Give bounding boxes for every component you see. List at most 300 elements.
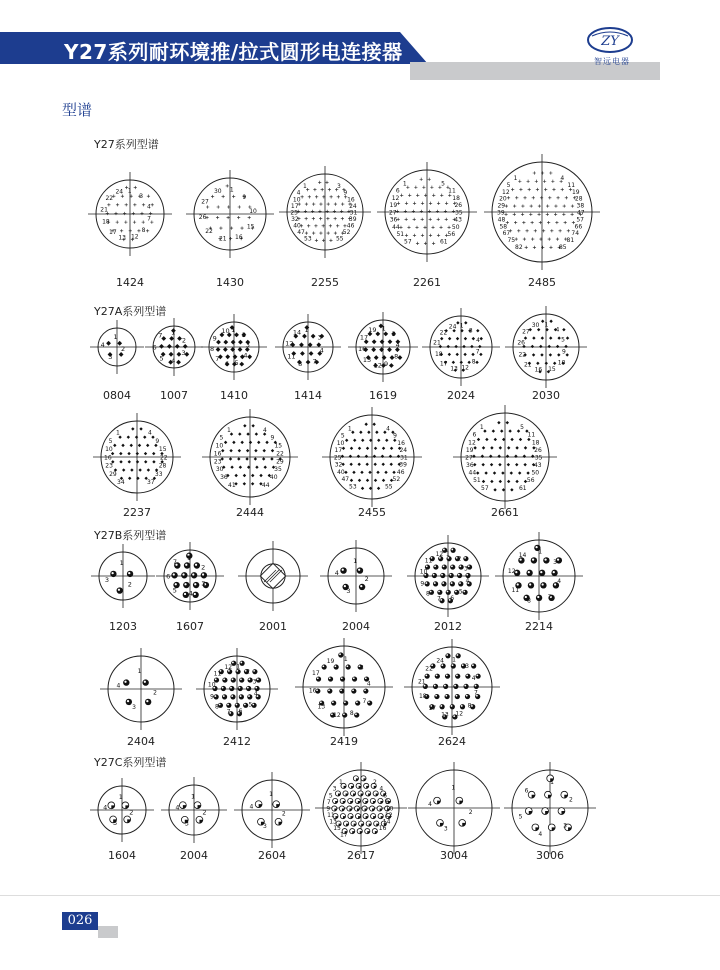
contact-pin — [136, 460, 139, 463]
pin-number-label: 4 — [188, 589, 193, 598]
pin-number-label: 25 — [333, 454, 342, 462]
contact-highlight — [365, 677, 367, 679]
contact-pin — [130, 444, 133, 447]
contact-pin — [341, 217, 344, 220]
contact-pin — [506, 421, 509, 424]
contact-pin — [110, 571, 116, 577]
contact-highlight — [434, 565, 436, 567]
contact-pin — [306, 360, 311, 365]
contact-pin — [500, 429, 503, 432]
contact-highlight — [184, 593, 186, 595]
contact-quadrant — [459, 801, 462, 804]
connector-diagram — [405, 533, 491, 619]
connector-model-code: 2012 — [434, 620, 462, 633]
contact-pin — [497, 421, 500, 424]
pin-number-label: 6 — [472, 431, 477, 439]
contact-pin — [265, 441, 268, 444]
pin-number-label: 13 — [317, 703, 326, 711]
contact-quadrant — [373, 816, 376, 819]
contact-pin — [151, 203, 154, 206]
contact-pin — [507, 446, 510, 449]
contact-pin — [450, 581, 455, 586]
contact-pin — [321, 188, 324, 191]
contact-pin — [226, 184, 229, 187]
contact-pin — [506, 455, 509, 458]
contact-quadrant — [365, 801, 368, 804]
contact-pin — [315, 239, 318, 242]
contact-pin — [432, 573, 437, 578]
contact-quadrant — [127, 819, 130, 822]
contact-pin — [413, 202, 416, 205]
contact-pin — [142, 679, 148, 685]
pin-number-label: 7 — [362, 698, 367, 706]
connector-diagram — [143, 316, 205, 378]
contact-pin — [515, 463, 518, 466]
contact-pin — [556, 196, 559, 199]
contact-quadrant — [380, 801, 383, 804]
pin-number-label: 14 — [382, 818, 391, 826]
contact-pin — [136, 452, 139, 455]
connector-face-svg — [184, 168, 276, 260]
contact-pin — [334, 217, 337, 220]
contact-highlight — [257, 678, 259, 680]
contact-pin — [525, 246, 528, 249]
connector-face-svg — [451, 403, 559, 511]
pin-number-label: 3 — [346, 587, 351, 596]
contact-pin — [304, 210, 307, 213]
contact-pin — [237, 216, 240, 219]
pin-number-label: 26 — [534, 446, 542, 454]
pin-number-label: 50 — [451, 223, 460, 231]
contact-pin — [537, 213, 540, 216]
contact-highlight — [231, 695, 233, 697]
contact-pin — [445, 218, 448, 221]
pin-number-label: 1 — [538, 548, 543, 556]
contact-highlight — [240, 678, 242, 680]
contact-highlight — [537, 596, 539, 598]
contact-pin — [138, 468, 141, 471]
contact-highlight — [450, 574, 452, 576]
contact-pin — [554, 204, 557, 207]
pin-number-label: 10 — [385, 805, 394, 813]
pin-number-label: 74 — [571, 230, 580, 238]
pin-number-label: 17 — [439, 360, 448, 368]
contact-highlight — [252, 704, 254, 706]
contact-highlight — [458, 574, 460, 576]
contact-quadrant — [349, 809, 352, 812]
pin-number-label: 2 — [568, 796, 573, 804]
contact-pin — [444, 210, 447, 213]
contact-highlight — [454, 685, 456, 687]
contact-pin — [206, 205, 209, 208]
contact-highlight — [451, 565, 453, 567]
contact-pin — [571, 204, 574, 207]
contact-pin — [329, 239, 332, 242]
connector-diagram — [402, 637, 502, 737]
connector-diagram — [91, 411, 183, 503]
pin-number-label: 11 — [511, 586, 520, 594]
contact-pin — [471, 663, 476, 668]
contact-pin — [543, 180, 546, 183]
contact-pin — [340, 567, 346, 573]
contact-pin — [387, 347, 392, 352]
contact-pin — [239, 677, 244, 682]
contact-highlight — [358, 569, 360, 571]
contact-pin — [462, 345, 465, 348]
pin-number-label: 10 — [336, 439, 345, 447]
contact-quadrant — [344, 786, 347, 789]
connector-diagram — [406, 760, 502, 856]
contact-highlight — [340, 689, 342, 691]
connector-diagram — [199, 312, 269, 382]
contact-highlight — [364, 689, 366, 691]
contact-pin — [311, 210, 314, 213]
contact-pin — [556, 345, 559, 348]
contact-pin — [377, 487, 380, 490]
pin-number-label: 8 — [467, 702, 472, 710]
contact-pin — [477, 438, 480, 441]
contact-pin — [149, 212, 152, 215]
contact-pin — [340, 676, 345, 681]
pin-number-label: 9 — [242, 193, 247, 201]
contact-pin — [142, 203, 145, 206]
pin-number-label: 3 — [184, 819, 189, 828]
contact-pin — [511, 188, 514, 191]
contact-pin — [246, 686, 251, 691]
contact-highlight — [456, 695, 458, 697]
contact-highlight — [144, 681, 146, 683]
contact-highlight — [227, 704, 229, 706]
contact-highlight — [328, 689, 330, 691]
contact-pin — [526, 570, 532, 576]
contact-quadrant — [358, 801, 361, 804]
contact-pin — [349, 463, 352, 466]
contact-highlight — [515, 571, 517, 573]
contact-pin — [392, 471, 395, 474]
pin-number-label: 7 — [147, 215, 152, 223]
contact-pin — [238, 340, 243, 345]
contact-pin — [264, 466, 267, 469]
pin-number-label: 2 — [457, 555, 462, 563]
pin-number-label: 33 — [154, 470, 163, 478]
contact-pin — [548, 196, 551, 199]
contact-pin — [555, 221, 558, 224]
pin-number-label: 19 — [571, 188, 580, 196]
pin-number-label: 1 — [402, 180, 407, 188]
contact-pin — [382, 447, 385, 450]
pin-number-label: 18 — [531, 439, 540, 447]
contact-pin — [106, 341, 111, 346]
connector-face-svg — [277, 164, 373, 260]
contact-quadrant — [335, 801, 338, 804]
connector-diagram — [277, 164, 373, 260]
contact-pin — [305, 217, 308, 220]
series-title: Y27C系列型谱 — [94, 756, 167, 769]
pin-number-label: 7 — [436, 595, 441, 603]
pin-number-label: 14 — [292, 328, 302, 337]
contact-pin — [456, 337, 459, 340]
contact-pin — [458, 581, 463, 586]
connector-model-code: 2661 — [491, 506, 519, 519]
pin-number-label: 22 — [105, 195, 114, 203]
pin-number-label: 22 — [425, 665, 433, 673]
contact-pin — [355, 700, 360, 705]
contact-quadrant — [111, 805, 114, 808]
contact-quadrant — [380, 809, 383, 812]
contact-pin — [222, 694, 227, 699]
contact-pin — [127, 452, 130, 455]
pin-number-label: 10 — [249, 208, 257, 216]
contact-pin — [541, 171, 544, 174]
contact-highlight — [232, 662, 234, 664]
pin-number-label: 1 — [513, 175, 518, 182]
pin-number-label: 6 — [524, 787, 529, 795]
contact-pin — [374, 479, 377, 482]
contact-pin — [519, 188, 522, 191]
pin-number-label: 30 — [213, 188, 222, 196]
contact-pin — [456, 353, 459, 356]
pin-number-label: 4 — [476, 337, 480, 345]
pin-number-label: 47 — [297, 229, 305, 237]
pin-number-label: 11 — [448, 187, 456, 195]
pin-number-label: 24 — [349, 202, 357, 210]
pin-number-label: 6 — [224, 360, 229, 369]
pin-number-label: 40 — [269, 474, 278, 482]
pin-number-label: 41 — [228, 482, 236, 489]
contact-pin — [113, 444, 116, 447]
contact-pin — [345, 439, 348, 442]
contact-pin — [533, 171, 536, 174]
contact-pin — [145, 699, 151, 705]
contact-pin — [445, 694, 450, 699]
contact-highlight — [223, 678, 225, 680]
contact-pin — [472, 337, 475, 340]
contact-pin — [405, 234, 408, 237]
contact-pin — [443, 684, 448, 689]
contact-pin — [538, 204, 541, 207]
pin-number-label: 51 — [473, 477, 481, 485]
contact-pin — [191, 572, 197, 578]
contact-pin — [546, 204, 549, 207]
contact-pin — [243, 482, 246, 485]
contact-pin — [549, 336, 552, 339]
contact-highlight — [444, 685, 446, 687]
pin-number-label: 34 — [117, 479, 125, 487]
pin-number-label: 32 — [334, 461, 343, 469]
pin-number-label: 3 — [104, 576, 110, 585]
contact-highlight — [192, 573, 194, 575]
contact-pin — [518, 471, 521, 474]
contact-pin — [501, 471, 504, 474]
connector-diagram — [236, 539, 310, 613]
contact-quadrant — [561, 811, 564, 814]
contact-quadrant — [279, 822, 282, 825]
contact-pin — [545, 362, 548, 365]
pin-number-label: 5 — [234, 358, 239, 367]
contact-pin — [229, 449, 232, 452]
pin-number-label: 2 — [281, 810, 286, 818]
pin-number-label: 81 — [566, 237, 575, 245]
contact-pin — [239, 694, 244, 699]
contact-pin — [428, 210, 431, 213]
pin-number-label: 58 — [499, 223, 508, 231]
contact-pin — [123, 212, 126, 215]
pin-number-label: 20 — [499, 195, 507, 203]
contact-pin — [318, 181, 321, 184]
contact-quadrant — [532, 795, 535, 798]
pin-number-label: 8 — [425, 590, 430, 598]
contact-pin — [531, 237, 534, 240]
contact-pin — [565, 196, 568, 199]
pin-number-label: 1 — [236, 663, 241, 671]
pin-number-label: 56 — [526, 477, 535, 485]
contact-pin — [540, 582, 546, 588]
connector-face-svg — [86, 170, 174, 258]
contact-quadrant — [354, 824, 357, 827]
contact-pin — [312, 217, 315, 220]
contact-pin — [243, 474, 246, 477]
pin-number-label: 53 — [304, 235, 312, 243]
connector-model-code: 2030 — [532, 389, 560, 402]
connector-model-code: 2237 — [123, 506, 151, 519]
contact-pin — [350, 479, 353, 482]
pin-number-label: 17 — [334, 447, 343, 455]
pin-number-label: 12 — [373, 361, 382, 370]
contact-pin — [463, 556, 468, 561]
contact-pin — [564, 221, 567, 224]
contact-pin — [325, 181, 328, 184]
connector-diagram — [88, 776, 156, 844]
pin-number-label: 22 — [159, 454, 168, 462]
connector-diagram — [502, 760, 598, 856]
contact-highlight — [253, 670, 255, 672]
contact-pin — [238, 686, 243, 691]
connector-diagram — [451, 403, 559, 511]
contact-pin — [447, 345, 450, 348]
connector-model-code: 1203 — [109, 620, 137, 633]
pin-number-label: 15 — [158, 446, 167, 454]
pin-number-label: 6 — [450, 594, 455, 602]
connector-model-code: 2624 — [438, 735, 466, 748]
contact-pin — [562, 213, 565, 216]
pin-number-label: 23 — [213, 458, 222, 466]
contact-pin — [119, 452, 122, 455]
contact-pin — [550, 229, 553, 232]
pin-number-label: 3 — [181, 349, 186, 358]
connector-face-svg — [493, 530, 585, 622]
pin-number-label: 3 — [108, 353, 113, 362]
contact-quadrant — [462, 823, 465, 826]
connector-diagram — [154, 540, 226, 612]
contact-pin — [120, 229, 123, 232]
contact-pin — [192, 592, 198, 598]
contact-pin — [515, 480, 518, 483]
connector-model-code: 1604 — [108, 849, 136, 862]
pin-number-label: 4 — [103, 803, 108, 812]
pin-number-label: 10 — [215, 442, 224, 450]
pin-number-label: 7 — [474, 689, 478, 697]
pin-number-label: 3 — [252, 678, 257, 686]
contact-pin — [219, 227, 222, 230]
contact-pin — [376, 471, 379, 474]
pin-number-label: 5 — [441, 180, 445, 188]
pin-number-label: 12 — [384, 811, 393, 819]
contact-pin — [240, 227, 243, 230]
contact-pin — [476, 674, 481, 679]
contact-pin — [201, 572, 207, 578]
contact-pin — [229, 237, 232, 240]
pin-number-label: 22 — [205, 228, 213, 236]
contact-highlight — [462, 664, 464, 666]
contact-pin — [169, 336, 174, 341]
contact-highlight — [529, 583, 531, 585]
contact-pin — [415, 226, 418, 229]
contact-pin — [342, 447, 345, 450]
contact-pin — [319, 232, 322, 235]
contact-pin — [482, 446, 485, 449]
contact-pin — [384, 471, 387, 474]
contact-pin — [229, 686, 234, 691]
pin-number-label: 12 — [333, 712, 341, 720]
connector-model-code: 1414 — [294, 389, 322, 402]
contact-quadrant — [183, 805, 186, 808]
pin-number-label: 9 — [212, 334, 217, 343]
contact-pin — [528, 582, 534, 588]
contact-highlight — [341, 677, 343, 679]
contact-pin — [352, 471, 355, 474]
contact-pin — [420, 178, 423, 181]
contact-highlight — [436, 674, 438, 676]
contact-quadrant — [366, 786, 369, 789]
pin-number-label: 2 — [373, 779, 377, 787]
pin-number-label: 16 — [378, 825, 387, 833]
pin-number-label: 7 — [226, 708, 231, 716]
contact-pin — [327, 232, 330, 235]
connector-diagram — [346, 310, 420, 384]
contact-quadrant — [357, 809, 360, 812]
contact-pin — [319, 203, 322, 206]
contact-pin — [548, 237, 551, 240]
contact-highlight — [182, 573, 184, 575]
contact-highlight — [355, 713, 357, 715]
contact-pin — [336, 224, 339, 227]
pin-number-label: 3 — [443, 825, 448, 833]
pin-number-label: 1 — [343, 655, 348, 663]
contact-pin — [232, 195, 235, 198]
contact-pin — [533, 246, 536, 249]
contact-highlight — [472, 664, 474, 666]
contact-pin — [452, 361, 455, 364]
pin-number-label: 37 — [146, 479, 155, 487]
contact-pin — [331, 700, 336, 705]
contact-pin — [408, 194, 411, 197]
contact-pin — [529, 213, 532, 216]
connector-diagram — [293, 636, 395, 738]
connector-model-code: 1410 — [220, 389, 248, 402]
contact-quadrant — [361, 793, 364, 796]
contact-pin — [471, 353, 474, 356]
pin-number-label: 29 — [276, 458, 284, 466]
pin-number-label: 12 — [507, 567, 516, 575]
contact-pin — [508, 429, 511, 432]
contact-highlight — [542, 583, 544, 585]
contact-pin — [429, 234, 432, 237]
contact-highlight — [342, 569, 344, 571]
contact-quadrant — [338, 793, 341, 796]
contact-pin — [357, 463, 360, 466]
contact-pin — [467, 361, 470, 364]
pin-number-label: 36 — [466, 462, 474, 470]
